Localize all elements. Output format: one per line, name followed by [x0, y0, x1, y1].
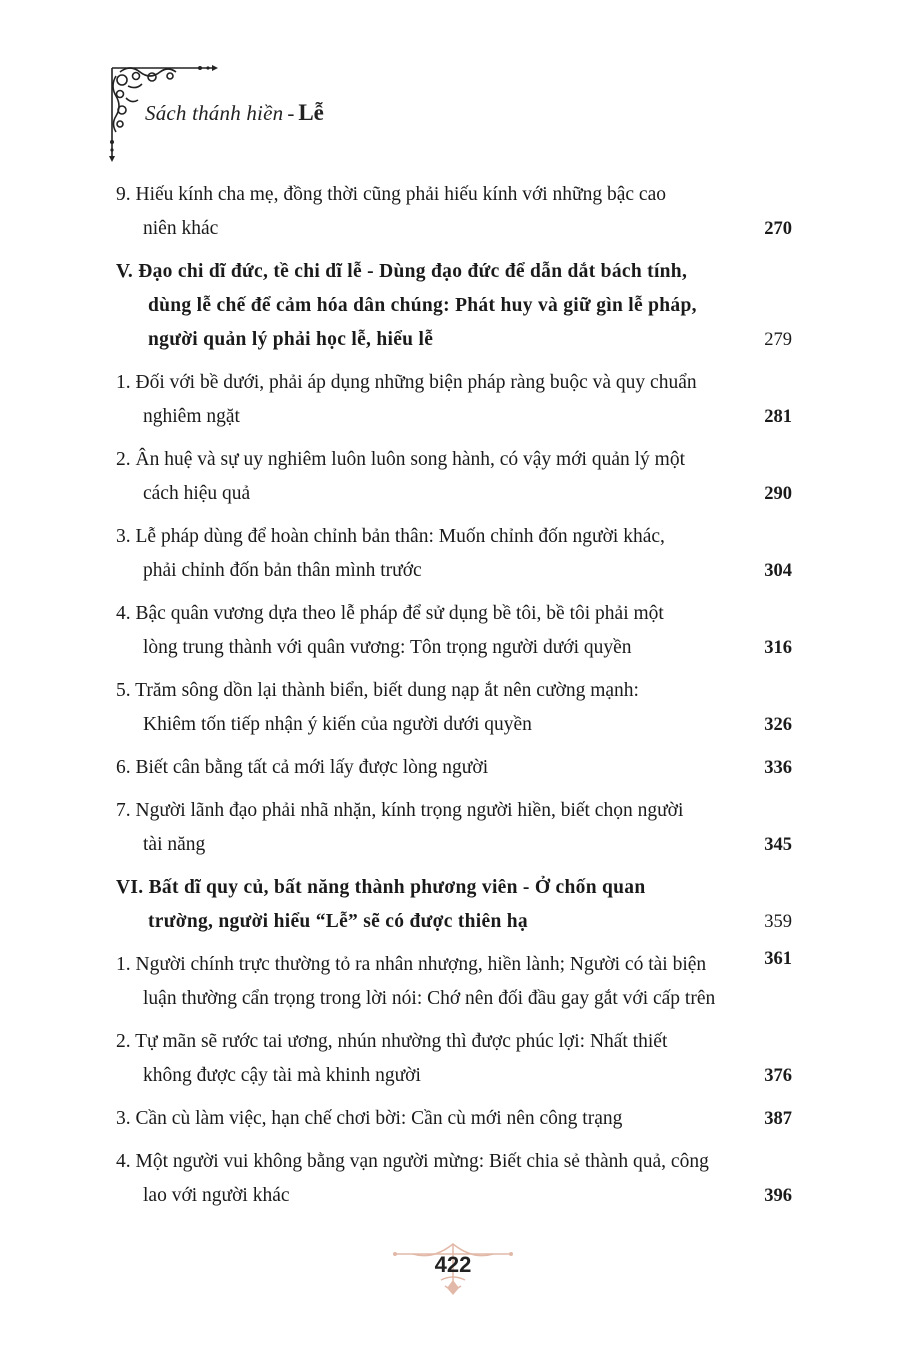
- volume-title: Lễ: [298, 100, 324, 125]
- toc-section-entry[interactable]: [116, 871, 796, 939]
- toc-entry-title-line: Khiêm tốn tiếp nhận ý kiến của người dưới quyền: [143, 714, 532, 735]
- toc-page-number: 326: [764, 715, 792, 735]
- toc-page-number: 359: [764, 912, 792, 932]
- toc-page-number: 361: [764, 949, 792, 969]
- toc-entry-title-line: 7. Người lãnh đạo phải nhã nhặn, kính trọng người hiền, biết chọn người: [116, 800, 684, 821]
- toc-entry-title-line: 9. Hiếu kính cha mẹ, đồng thời cũng phải hiếu kính với những bậc cao: [116, 184, 666, 205]
- toc-entry[interactable]: [116, 794, 796, 862]
- toc-page-number: 270: [764, 219, 792, 239]
- toc-entry[interactable]: [116, 520, 796, 588]
- toc-entry-title-line: 3. Lễ pháp dùng để hoàn chỉnh bản thân: Muốn chỉnh đốn người khác,: [116, 526, 665, 547]
- toc-entry-title-line: 4. Bậc quân vương dựa theo lễ pháp để sử dụng bề tôi, bề tôi phải một: [116, 603, 664, 624]
- toc-page-number: 281: [764, 407, 792, 427]
- toc-entry-title-line: lòng trung thành với quân vương: Tôn trọng người dưới quyền: [143, 637, 632, 658]
- toc-page-number: 290: [764, 484, 792, 504]
- toc-entry-title-line: 1. Người chính trực thường tỏ ra nhân nhượng, hiền lành; Người có tài biện: [116, 954, 707, 975]
- toc-entry-title-line: 1. Đối với bề dưới, phải áp dụng những biện pháp ràng buộc và quy chuẩn: [116, 372, 697, 393]
- toc-entry-title-line: trường, người hiểu “Lễ” sẽ có được thiên hạ: [148, 911, 528, 932]
- toc-entry-title-line: nghiêm ngặt: [143, 406, 240, 427]
- toc-entry[interactable]: [116, 751, 796, 785]
- table-of-contents: [116, 178, 796, 1222]
- toc-page-number: 345: [764, 835, 792, 855]
- toc-entry-title-line: cách hiệu quả: [143, 483, 251, 504]
- title-separator: -: [287, 101, 295, 125]
- toc-entry-title-line: luận thường cẩn trọng trong lời nói: Chớ nên đối đầu gay gắt với cấp trên: [143, 988, 716, 1009]
- toc-entry-title-line: VI. Bất dĩ quy củ, bất năng thành phương viên - Ở chốn quan: [116, 877, 646, 898]
- toc-entry-title-line: tài năng: [143, 834, 206, 855]
- toc-entry-title-line: 5. Trăm sông dồn lại thành biển, biết dung nạp ắt nên cường mạnh:: [116, 680, 639, 701]
- book-title: Sách thánh hiền: [145, 101, 284, 125]
- toc-section-entry[interactable]: [116, 255, 796, 357]
- toc-entry-title-line: niên khác: [143, 218, 219, 239]
- toc-entry-title-line: V. Đạo chi dĩ đức, tề chi dĩ lễ - Dùng đạo đức để dẫn dắt bách tính,: [116, 261, 688, 282]
- toc-entry[interactable]: [116, 597, 796, 665]
- toc-entry-title-line: 3. Cần cù làm việc, hạn chế chơi bời: Cần cù mới nên công trạng: [116, 1108, 623, 1129]
- toc-entry-title-line: dùng lễ chế để cảm hóa dân chúng: Phát huy và giữ gìn lễ pháp,: [148, 295, 697, 316]
- toc-page-number: 387: [764, 1109, 792, 1129]
- running-head: [145, 100, 324, 126]
- toc-page-number: 279: [764, 330, 792, 350]
- toc-entry[interactable]: [116, 178, 796, 246]
- toc-entry[interactable]: [116, 948, 796, 1016]
- toc-entry[interactable]: [116, 1025, 796, 1093]
- toc-entry[interactable]: [116, 366, 796, 434]
- toc-page-number: 396: [764, 1186, 792, 1206]
- page-footer: [393, 1240, 513, 1296]
- toc-entry[interactable]: [116, 1102, 796, 1136]
- toc-entry[interactable]: [116, 1145, 796, 1213]
- toc-page-number: 316: [764, 638, 792, 658]
- toc-entry[interactable]: [116, 674, 796, 742]
- toc-entry-title-line: 2. Tự mãn sẽ rước tai ương, nhún nhường thì được phúc lợi: Nhất thiết: [116, 1031, 668, 1052]
- toc-entry-title-line: lao với người khác: [143, 1185, 290, 1206]
- toc-page-number: 376: [764, 1066, 792, 1086]
- page-number: 422: [434, 1252, 472, 1277]
- toc-entry[interactable]: [116, 443, 796, 511]
- toc-entry-title-line: 6. Biết cân bằng tất cả mới lấy được lòng người: [116, 757, 489, 778]
- toc-entry-title-line: 2. Ân huệ và sự uy nghiêm luôn luôn song hành, có vậy mới quản lý một: [116, 449, 685, 470]
- toc-page-number: 304: [764, 561, 792, 581]
- toc-entry-title-line: 4. Một người vui không bằng vạn người mừng: Biết chia sẻ thành quả, công: [116, 1151, 709, 1172]
- toc-entry-title-line: phải chỉnh đốn bản thân mình trước: [143, 560, 422, 581]
- toc-entry-title-line: không được cậy tài mà khinh người: [143, 1065, 421, 1086]
- toc-entry-title-line: người quản lý phải học lễ, hiểu lễ: [148, 329, 434, 350]
- toc-page-number: 336: [764, 758, 792, 778]
